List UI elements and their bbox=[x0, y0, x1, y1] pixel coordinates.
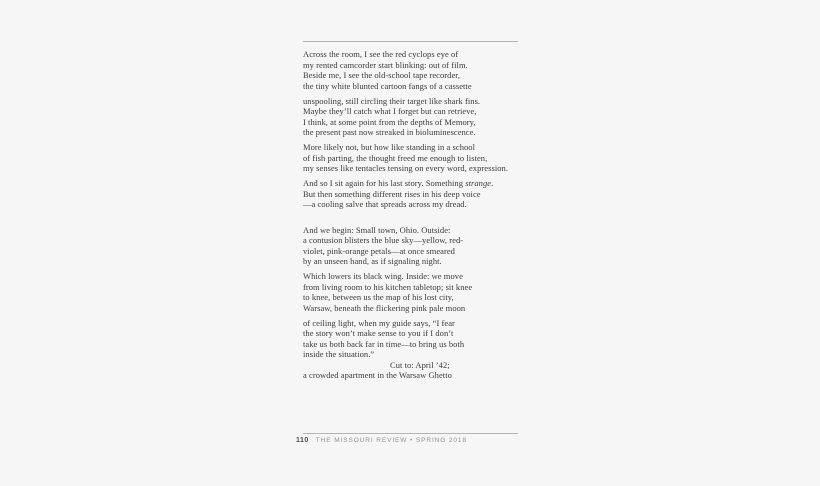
poem-line: Maybe they’ll catch what I forget but can retrieve, bbox=[303, 106, 477, 116]
poem-line: And we begin: Small town, Ohio. Outside: bbox=[303, 224, 451, 235]
poem-stanza-6 bbox=[303, 271, 533, 313]
poem-line: the present past now streaked in bioluminescence. bbox=[303, 127, 476, 137]
poem-line: the story won’t make sense to you if I don’t bbox=[303, 328, 454, 338]
poem-line: to knee, between us the map of his lost city, bbox=[303, 292, 454, 302]
poem-stanza-1 bbox=[303, 49, 533, 91]
poem-line: of ceiling light, when my guide says, “I fear bbox=[303, 317, 455, 328]
poem-line: take us both back far in time—to bring us both bbox=[303, 338, 465, 349]
poem-stanza-7 bbox=[303, 318, 533, 381]
poem-line: inside the situation.” bbox=[303, 349, 375, 359]
poem-line: a contusion blisters the blue sky—yellow, red- bbox=[303, 235, 464, 245]
poem-line: But then something different rises in his deep voice bbox=[303, 188, 481, 199]
poem-line: a crowded apartment in the Warsaw Ghetto bbox=[303, 370, 452, 380]
top-rule bbox=[303, 41, 518, 42]
poem-line: my senses like tentacles tensing on every word, expression. bbox=[303, 163, 509, 173]
poem-line: of fish parting, the thought freed me enough to listen, bbox=[303, 152, 488, 163]
poem-line: Which lowers its black wing. Inside: we move bbox=[303, 271, 463, 281]
poem-line: from living room to his kitchen tabletop; sit knee bbox=[303, 281, 473, 292]
poem-stanza-5 bbox=[303, 225, 533, 267]
poem-line: Warsaw, beneath the flickering pink pale moon bbox=[303, 302, 466, 313]
poem-line: violet, pink-orange petals—at once smeared bbox=[303, 245, 455, 256]
poem-line: Cut to: April ’42; bbox=[390, 359, 450, 370]
poem-stanza-3 bbox=[303, 142, 533, 174]
poem-line: the tiny white blunted cartoon fangs of a cassette bbox=[303, 80, 472, 91]
poem-line: Beside me, I see the old-school tape recorder, bbox=[303, 70, 461, 80]
poem-line: And so I sit again for his last story. Something strange. bbox=[303, 178, 494, 188]
journal-title-footer: THE MISSOURI REVIEW • SPRING 2018 bbox=[315, 437, 467, 444]
poem-line: Across the room, I see the red cyclops eye of bbox=[303, 49, 459, 59]
page-number: 110 bbox=[296, 437, 309, 444]
poem-line: —a cooling salve that spreads across my dread. bbox=[303, 199, 467, 209]
poem-line: I think, at some point from the depths of Memory, bbox=[303, 116, 476, 127]
page-footer bbox=[296, 437, 526, 444]
poem-line: by an unseen hand, as if signaling night. bbox=[303, 256, 442, 266]
poem-line: More likely not, but how like standing in a school bbox=[303, 142, 476, 152]
poem-line: unspooling, still circling their target like shark fins. bbox=[303, 95, 481, 106]
poem-stanza-4 bbox=[303, 178, 533, 210]
poem-line: my rented camcorder start blinking: out of film. bbox=[303, 59, 468, 70]
footer-rule bbox=[303, 433, 518, 434]
poem bbox=[303, 49, 533, 385]
poem-stanza-2 bbox=[303, 96, 533, 138]
